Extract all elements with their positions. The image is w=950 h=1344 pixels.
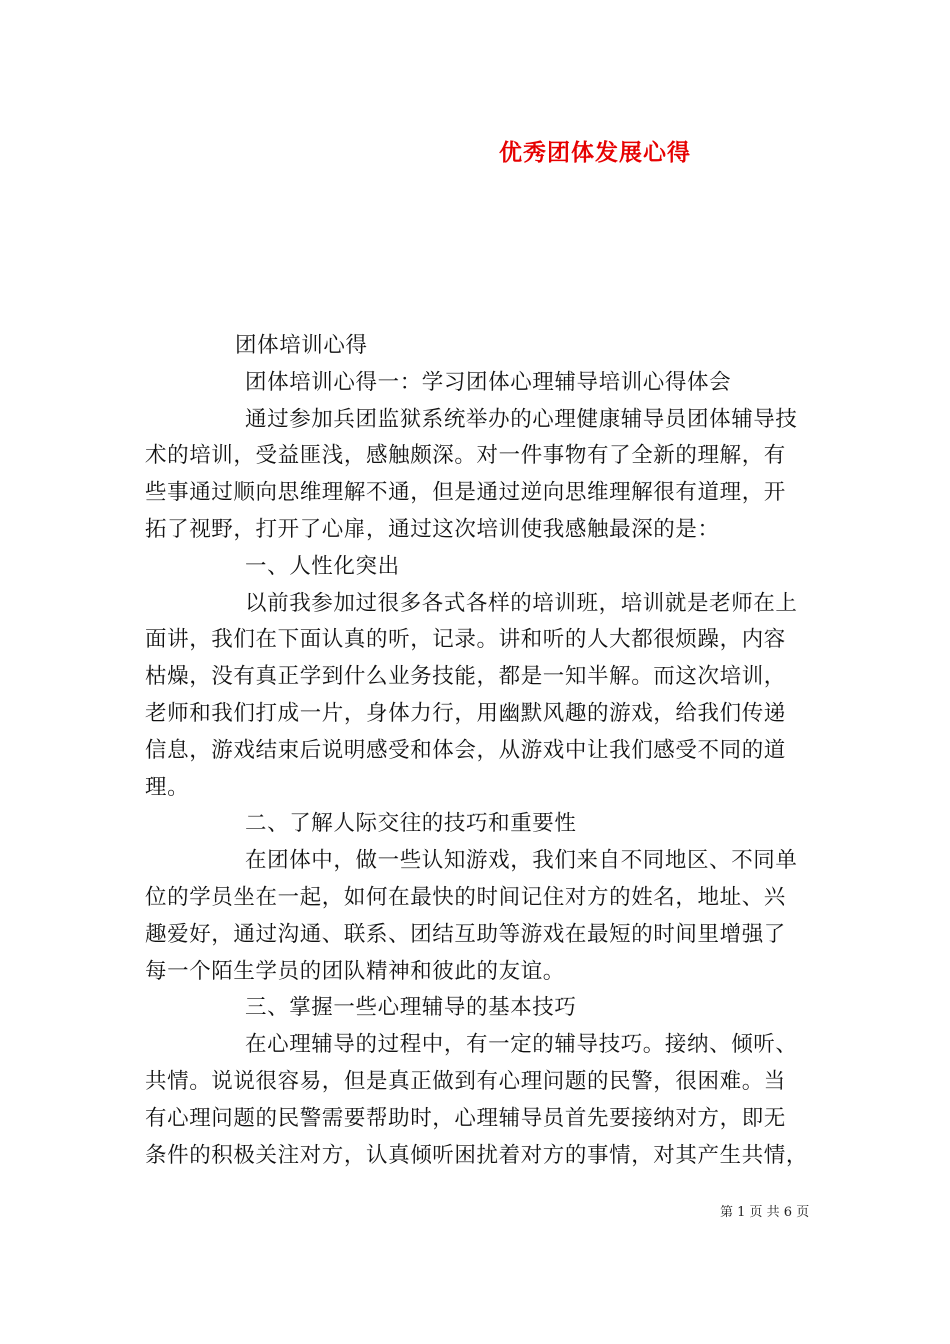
paragraph-line: 老师和我们打成一片，身体力行，用幽默风趣的游戏，给我们传递	[145, 700, 786, 726]
page-number: 第 1 页 共 6 页	[720, 1205, 810, 1220]
paragraph-line: 每一个陌生学员的团队精神和彼此的友谊。	[145, 958, 565, 984]
paragraph-line: 在团体中，做一些认知游戏，我们来自不同地区、不同单	[245, 848, 798, 874]
paragraph-line: 信息，游戏结束后说明感受和体会，从游戏中让我们感受不同的道	[145, 737, 786, 763]
document-body	[145, 328, 810, 1174]
document-title: 优秀团体发展心得	[499, 140, 691, 166]
paragraph-line: 共情。说说很容易，但是真正做到有心理问题的民警，很困难。当	[145, 1068, 786, 1094]
paragraph-line: 些事通过顺向思维理解不通，但是通过逆向思维理解很有道理，开	[145, 480, 786, 506]
paragraph-line: 术的培训，受益匪浅，感触颇深。对一件事物有了全新的理解，有	[145, 443, 786, 469]
subsection-heading: 团体培训心得一：学习团体心理辅导培训心得体会	[245, 369, 732, 395]
paragraph-line: 位的学员坐在一起，如何在最快的时间记住对方的姓名，地址、兴	[145, 884, 786, 910]
paragraph-line: 趣爱好，通过沟通、联系、团结互助等游戏在最短的时间里增强了	[145, 921, 786, 947]
point-heading-3: 三、掌握一些心理辅导的基本技巧	[245, 995, 577, 1021]
point-heading-2: 二、了解人际交往的技巧和重要性	[245, 811, 577, 837]
paragraph-line: 面讲，我们在下面认真的听，记录。讲和听的人大都很烦躁，内容	[145, 627, 786, 653]
paragraph-line: 拓了视野，打开了心扉，通过这次培训使我感触最深的是：	[145, 516, 720, 542]
point-heading-1: 一、人性化突出	[245, 553, 400, 579]
paragraph-line: 在心理辅导的过程中，有一定的辅导技巧。接纳、倾听、	[245, 1032, 798, 1058]
paragraph-line: 通过参加兵团监狱系统举办的心理健康辅导员团体辅导技	[245, 406, 798, 432]
paragraph-line: 枯燥，没有真正学到什么业务技能，都是一知半解。而这次培训，	[145, 664, 786, 690]
section-heading: 团体培训心得	[235, 333, 368, 358]
paragraph-line: 以前我参加过很多各式各样的培训班，培训就是老师在上	[245, 590, 798, 616]
paragraph-line: 理。	[145, 774, 190, 800]
paragraph-line: 有心理问题的民警需要帮助时，心理辅导员首先要接纳对方，即无	[145, 1105, 786, 1131]
paragraph-line: 条件的积极关注对方，认真倾听困扰着对方的事情，对其产生共情，	[145, 1142, 809, 1168]
